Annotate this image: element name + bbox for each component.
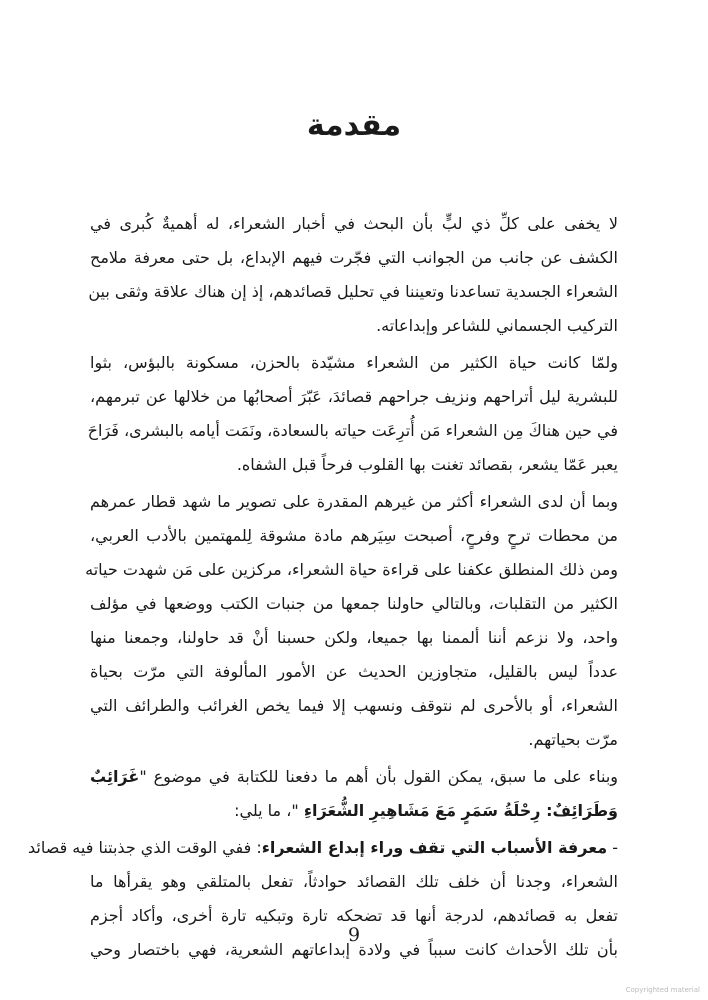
text-line bbox=[90, 485, 618, 519]
paragraph bbox=[87, 346, 618, 482]
text-line bbox=[90, 346, 618, 380]
bold-text: غَرَائِبٌ bbox=[90, 767, 140, 786]
text-line bbox=[90, 655, 618, 689]
text-line bbox=[90, 794, 618, 828]
text-segment: تفعل به قصائدهم، لدرجة أنها قد تضحكه تارة وتبكيه تارة أخرى، وأكاد أجزم bbox=[90, 906, 618, 925]
text-line bbox=[90, 448, 618, 482]
text-segment: للبشرية ليل أتراحهم ونزيف جراحهم قصائدَ، عَبّرَ أصحابُها من خلالها عن تبرمهم، bbox=[90, 387, 618, 406]
text-segment: من محطات ترحٍ وفرحٍ، أصبحت سِيَرهم مادة مشوقة لِلمهتمين بالأدب العربي، bbox=[90, 526, 618, 545]
text-line bbox=[87, 414, 618, 448]
text-line bbox=[85, 553, 618, 587]
text-segment: في حين هناكَ مِن الشعراء مَن أُترِعَت حياته بالسعادة، ونَمَت أيامه بالبشرى، فَرَاحَ bbox=[87, 421, 618, 440]
paragraph bbox=[90, 207, 618, 343]
text-segment: "، ما يلي: bbox=[234, 801, 304, 820]
text-line bbox=[90, 519, 618, 553]
text-segment: الشعراء الجسدية تساعدنا وتعيننا في تحليل قصائدهم، إذ إن هناك علاقة وثقى بين bbox=[88, 282, 618, 301]
text-segment: عدداً ليس بالقليل، متجاوزين الحديث عن الأمور المألوفة التي مرّت بحياة bbox=[90, 662, 618, 681]
text-segment: الشعراء، وجدنا أن خلف تلك القصائد حوادثاً، تفعل بالمتلقي وهو يقرأها ما bbox=[90, 872, 618, 891]
text-segment: مرّت بحياتهم. bbox=[528, 730, 618, 749]
text-line bbox=[90, 241, 618, 275]
text-segment: الكثير من التقلبات، وبالتالي حاولنا جمعها من جنبات الكتب ووضعها في مؤلف bbox=[90, 594, 618, 613]
text-segment: : ففي الوقت الذي جذبتنا فيه قصائد bbox=[27, 838, 262, 857]
text-segment: لا يخفى على كلِّ ذي لبٍّ بأن البحث في أخبار الشعراء، له أهميةٌ كُبرى في bbox=[90, 214, 618, 233]
text-line bbox=[90, 380, 618, 414]
watermark: Copyrighted material bbox=[625, 986, 700, 994]
page-title: مقدمة bbox=[306, 108, 402, 143]
bold-text: وَطَرَائِفٌ: رِحْلَةُ سَمَرٍ مَعَ مَشَاهِيرِ الشُّعَرَاءِ bbox=[303, 801, 618, 820]
text-segment: الكشف عن جانب من الجوانب التي فجّرت فيهم الإبداع، بل حتى معرفة ملامح bbox=[90, 248, 618, 267]
text-line bbox=[90, 621, 618, 655]
text-segment: الشعراء، أو بالأحرى لم نتوقف ونسهب إلا فيما يخص الغرائب والطرائف التي bbox=[90, 696, 618, 715]
text-segment: وبما أن لدى الشعراء أكثر من غيرهم المقدرة على تصوير ما شهد قطار عمرهم bbox=[90, 492, 618, 511]
text-line bbox=[90, 723, 618, 757]
page-number: 9 bbox=[347, 924, 361, 946]
text-line bbox=[27, 831, 618, 865]
paragraph bbox=[27, 831, 618, 967]
text-segment: التركيب الجسماني للشاعر وإبداعاته. bbox=[376, 316, 618, 335]
text-line bbox=[90, 689, 618, 723]
text-segment: واحد، ولا نزعم أننا ألممنا بها جميعا، ولكن حسبنا أنْ قد حاولنا، وجمعنا منها bbox=[90, 628, 618, 647]
text-segment: ولمّا كانت حياة الكثير من الشعراء مشيّدة بالحزن، مسكونة بالبؤس، بثوا bbox=[90, 353, 618, 372]
body-text bbox=[27, 207, 618, 970]
text-line bbox=[90, 207, 618, 241]
text-line bbox=[90, 587, 618, 621]
paragraph bbox=[85, 485, 618, 757]
text-segment: ومن ذلك المنطلق عكفنا على قراءة حياة الشعراء، مركزين على مَن شهدت حياته bbox=[85, 560, 618, 579]
text-segment: بأن تلك الأحداث كانت سبباً في ولادة إبداعاتهم الشعرية، فهي باختصار وحي bbox=[90, 940, 618, 959]
text-line bbox=[90, 275, 618, 309]
text-line bbox=[90, 760, 618, 794]
text-line bbox=[90, 865, 618, 899]
text-segment: يعبر عَمّا يشعر، بقصائد تغنت بها القلوب فرحاً قبل الشفاه. bbox=[236, 455, 618, 474]
text-line bbox=[90, 309, 618, 343]
paragraph bbox=[90, 760, 618, 828]
text-segment: - bbox=[607, 838, 618, 857]
text-segment: وبناء على ما سبق، يمكن القول بأن أهم ما دفعنا للكتابة في موضوع " bbox=[139, 767, 618, 786]
bold-text: معرفة الأسباب التي تقف وراء إبداع الشعراء bbox=[261, 838, 608, 857]
